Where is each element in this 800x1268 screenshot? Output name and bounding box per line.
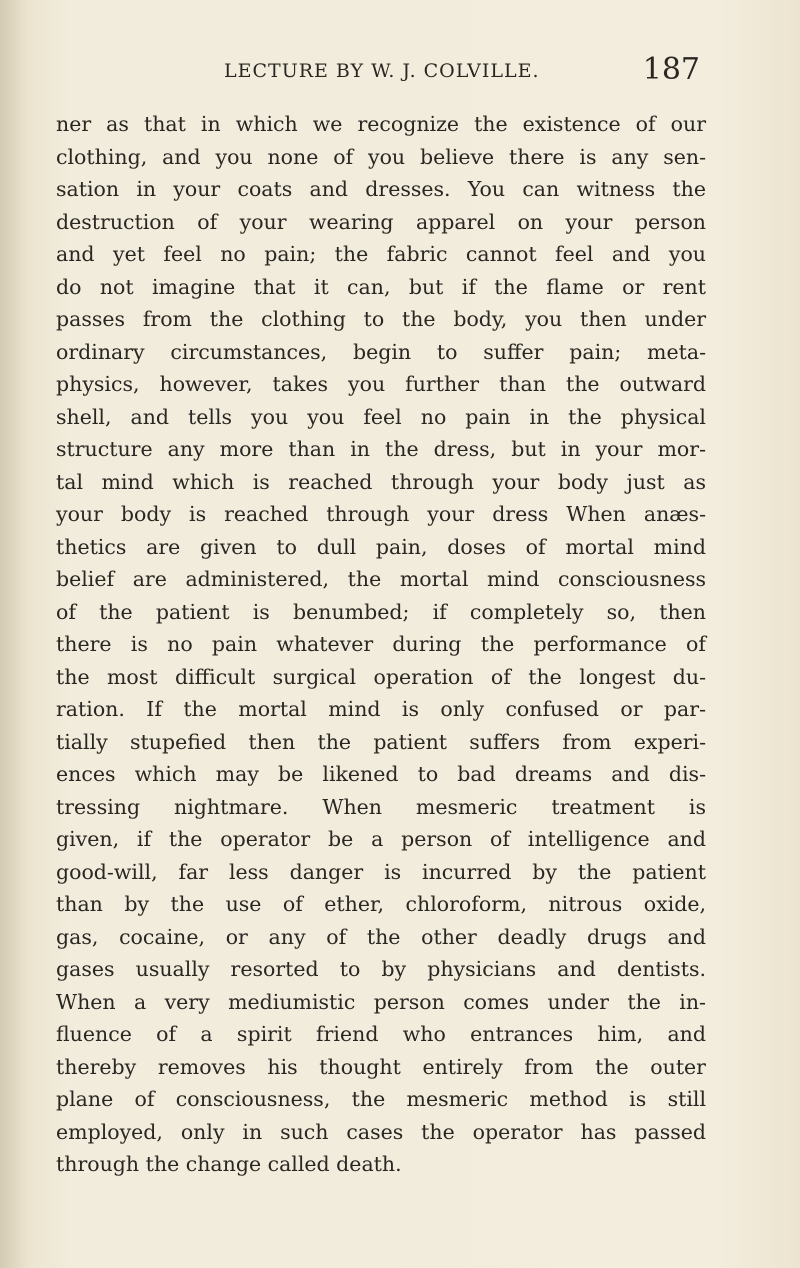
text-line: structure any more than in the dress, but in your mor- xyxy=(56,437,706,461)
text-line: ences which may be likened to bad dreams and dis- xyxy=(56,762,706,786)
text-line: ner as that in which we recognize the existence of our xyxy=(56,112,706,136)
page-spine-shadow xyxy=(0,0,28,1268)
text-line: tially stupefied then the patient suffers from experi- xyxy=(56,729,706,754)
text-line: than by the use of ether, chloroform, nitrous oxide, xyxy=(56,892,706,916)
text-line: gas, cocaine, or any of the other deadly drugs and xyxy=(56,924,706,949)
text-line: ration. If the mortal mind is only confused or par- xyxy=(56,697,706,721)
text-line: tressing nightmare. When mesmeric treatment is xyxy=(56,794,706,819)
text-line: thereby removes his thought entirely from the outer xyxy=(56,1054,706,1079)
text-line: ordinary circumstances, begin to suffer pain; meta- xyxy=(56,339,706,364)
page-number: 187 xyxy=(642,52,700,87)
body-text xyxy=(56,108,706,1181)
running-head: LECTURE BY W. J. COLVILLE. xyxy=(224,60,540,82)
text-line: physics, however, takes you further than the outward xyxy=(56,372,706,396)
text-line: destruction of your wearing apparel on your person xyxy=(56,209,706,234)
text-line: and yet feel no pain; the fabric cannot feel and you xyxy=(56,242,706,266)
text-line: employed, only in such cases the operator has passed xyxy=(56,1119,706,1144)
text-line: your body is reached through your dress When anæs- xyxy=(56,502,706,526)
text-line: of the patient is benumbed; if completely so, then xyxy=(56,599,706,624)
text-line: there is no pain whatever during the performance of xyxy=(56,632,706,656)
text-line: passes from the clothing to the body, you then under xyxy=(56,307,706,331)
text-line: gases usually resorted to by physicians and dentists. xyxy=(56,957,706,981)
text-line: through the change called death. xyxy=(56,1152,402,1176)
text-line: thetics are given to dull pain, doses of mortal mind xyxy=(56,534,706,559)
text-line: do not imagine that it can, but if the flame or rent xyxy=(56,274,706,299)
text-line: shell, and tells you you feel no pain in the physical xyxy=(56,404,706,429)
text-line: sation in your coats and dresses. You can witness the xyxy=(56,177,706,201)
text-line: fluence of a spirit friend who entrances him, and xyxy=(56,1022,706,1046)
text-line: belief are administered, the mortal mind consciousness xyxy=(56,567,706,591)
page-header xyxy=(224,52,704,92)
text-line: good-will, far less danger is incurred by the patient xyxy=(56,859,706,884)
text-line: the most difficult surgical operation of the longest du- xyxy=(56,664,706,689)
text-line: tal mind which is reached through your body just as xyxy=(56,469,706,494)
text-line: plane of consciousness, the mesmeric method is still xyxy=(56,1087,706,1111)
text-line: clothing, and you none of you believe there is any sen- xyxy=(56,144,706,169)
text-line: given, if the operator be a person of intelligence and xyxy=(56,827,706,851)
text-line: When a very mediumistic person comes under the in- xyxy=(56,989,706,1014)
